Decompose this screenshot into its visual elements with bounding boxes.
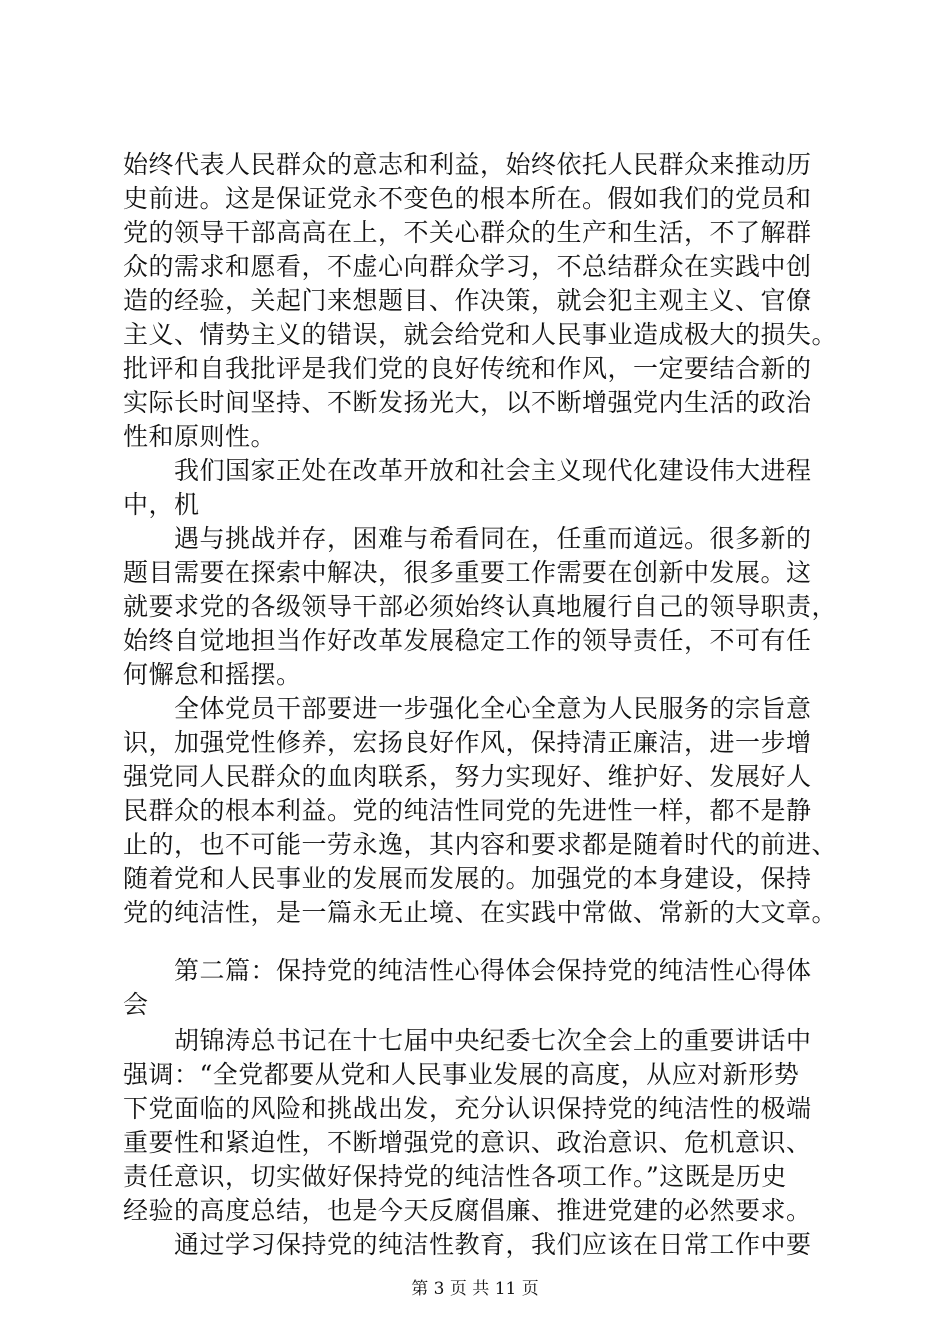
text-line: 何懈怠和摇摆。 [123, 660, 302, 689]
text-line: 重要性和紧迫性，不断增强党的意识、政治意识、危机意识、 [123, 1128, 812, 1157]
section-heading: 会 [123, 990, 149, 1019]
text-line: 全体党员干部要进一步强化全心全意为人民服务的宗旨意 [123, 694, 812, 723]
text-line: 民群众的根本利益。党的纯洁性同党的先进性一样，都不是静 [123, 796, 812, 825]
text-line: 批评和自我批评是我们党的良好传统和作风，一定要结合新的 [123, 354, 812, 383]
text-line: 始终代表人民群众的意志和利益，始终依托人民群众来推动历 [123, 150, 812, 179]
text-line: 强党同人民群众的血肉联系，努力实现好、维护好、发展好人 [123, 762, 812, 791]
text-line: 胡锦涛总书记在十七届中央纪委七次全会上的重要讲话中 [123, 1026, 812, 1055]
text-line: 实际长时间坚持、不断发扬光大，以不断增强党内生活的政治 [123, 388, 812, 417]
text-line: 众的需求和愿看，不虚心向群众学习，不总结群众在实践中创 [123, 252, 812, 281]
text-line: 通过学习保持党的纯洁性教育，我们应该在日常工作中要 [123, 1230, 812, 1259]
text-line: 题目需要在探索中解决，很多重要工作需要在创新中发展。这 [123, 558, 812, 587]
text-line: 造的经验，关起门来想题目、作决策，就会犯主观主义、官僚 [123, 286, 812, 315]
text-line: 史前进。这是保证党永不变色的根本所在。假如我们的党员和 [123, 184, 812, 213]
text-line: 止的，也不可能一劳永逸，其内容和要求都是随着时代的前进、 [123, 830, 838, 859]
text-line: 经验的高度总结，也是今天反腐倡廉、推进党建的必然要求。 [123, 1196, 812, 1225]
text-line: 遇与挑战并存，困难与希看同在，任重而道远。很多新的 [123, 524, 812, 553]
text-line: 党的领导干部高高在上，不关心群众的生产和生活，不了解群 [123, 218, 812, 247]
page-footer: 第 3 页 共 11 页 [411, 1279, 539, 1299]
text-line: 主义、情势主义的错误，就会给党和人民事业造成极大的损失。 [123, 320, 838, 349]
text-line: 中，机 [123, 490, 200, 519]
text-line: 就要求党的各级领导干部必须始终认真地履行自己的领导职责， [123, 592, 838, 621]
text-line: 我们国家正处在改革开放和社会主义现代化建设伟大进程 [123, 456, 812, 485]
text-line: 下党面临的风险和挑战出发，充分认识保持党的纯洁性的极端 [123, 1094, 812, 1123]
text-line: 责任意识，切实做好保持党的纯洁性各项工作。”这既是历史 [123, 1162, 787, 1191]
text-line: 始终自觉地担当作好改革发展稳定工作的领导责任，不可有任 [123, 626, 812, 655]
section-heading: 第二篇：保持党的纯洁性心得体会保持党的纯洁性心得体 [123, 956, 812, 985]
text-line: 识，加强党性修养，宏扬良好作风，保持清正廉洁，进一步增 [123, 728, 812, 757]
text-line: 党的纯洁性，是一篇永无止境、在实践中常做、常新的大文章。 [123, 898, 838, 927]
text-line: 随着党和人民事业的发展而发展的。加强党的本身建设，保持 [123, 864, 812, 893]
text-line: 性和原则性。 [123, 422, 277, 451]
text-line: 强调：“全党都要从党和人民事业发展的高度，从应对新形势 [123, 1060, 800, 1089]
